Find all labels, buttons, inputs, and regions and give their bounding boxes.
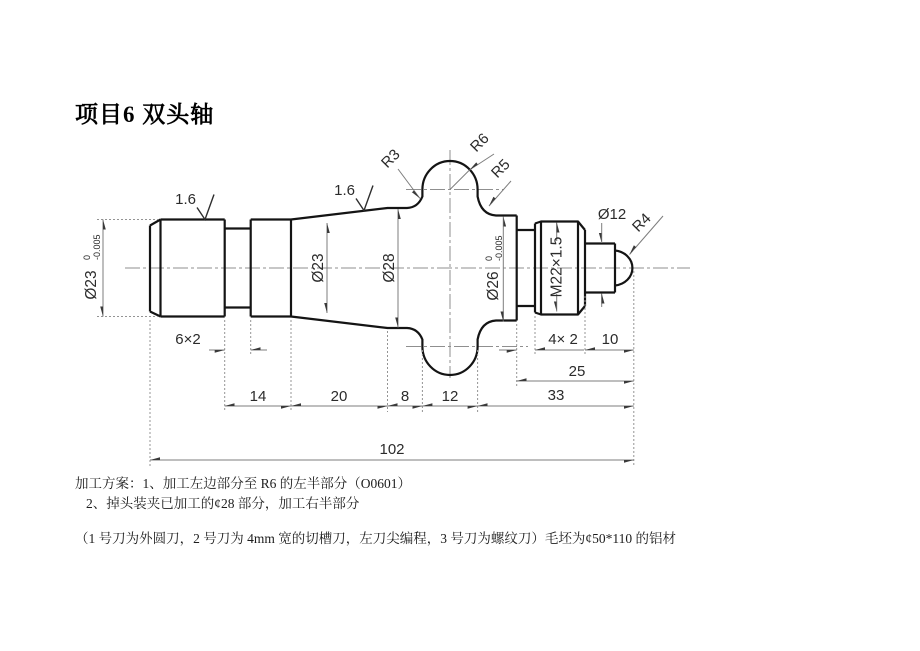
dim-20-label: 20 (330, 388, 348, 405)
dim-8-label: 8 (400, 388, 410, 405)
radius-r5-label: R5 (488, 156, 514, 182)
note-line-1: 加工方案：1、加工左边部分至 R6 的左半部分（O0601） (75, 476, 412, 491)
dim-6x2-label: 6×2 (175, 331, 201, 348)
svg-text:-0.005: -0.005 (92, 234, 102, 260)
svg-text:0: 0 (82, 254, 92, 260)
dim-d28-label: Ø28 (381, 253, 398, 283)
dim-33-label: 33 (547, 387, 565, 404)
roughness-check-icon (197, 195, 214, 220)
dim-12-label: 12 (441, 388, 459, 405)
dim-14-label: 14 (249, 388, 267, 405)
note-line-2: 2、掉头装夹已加工的¢28 部分，加工右半部分 (86, 496, 360, 511)
dim-d12-label: Ø12 (597, 206, 627, 223)
roughness-left-label: 1.6 (175, 191, 196, 208)
page-title: 项目6 双头轴 (75, 102, 215, 127)
radius-r6-label: R6 (467, 130, 493, 156)
radius-r4-label: R4 (629, 210, 655, 236)
svg-text:Ø26: Ø26 (485, 271, 502, 301)
svg-text:Ø23: Ø23 (83, 270, 100, 300)
dim-d23-mid-label: Ø23 (310, 253, 327, 283)
radius-r3-label: R3 (378, 146, 404, 172)
roughness-taper-label: 1.6 (334, 182, 355, 199)
svg-text:0: 0 (484, 255, 494, 261)
dim-4x2-label: 4× 2 (548, 331, 578, 348)
dimension-labels (82, 130, 655, 458)
note-line-3: （1 号刀为外圆刀，2 号刀为 4mm 宽的切槽刀，左刀尖编程，3 号刀为螺纹刀）毛坯为¢50*110 的铝材 (75, 531, 676, 546)
dim-10-label: 10 (601, 331, 619, 348)
dim-thread-label: M22×1.5 (548, 236, 566, 298)
dim-d23-left-label (82, 234, 102, 299)
dim-102-label: 102 (379, 441, 405, 458)
svg-text:-0.005: -0.005 (494, 235, 504, 261)
dim-25-label: 25 (568, 363, 586, 380)
roughness-check-icon (356, 186, 373, 211)
